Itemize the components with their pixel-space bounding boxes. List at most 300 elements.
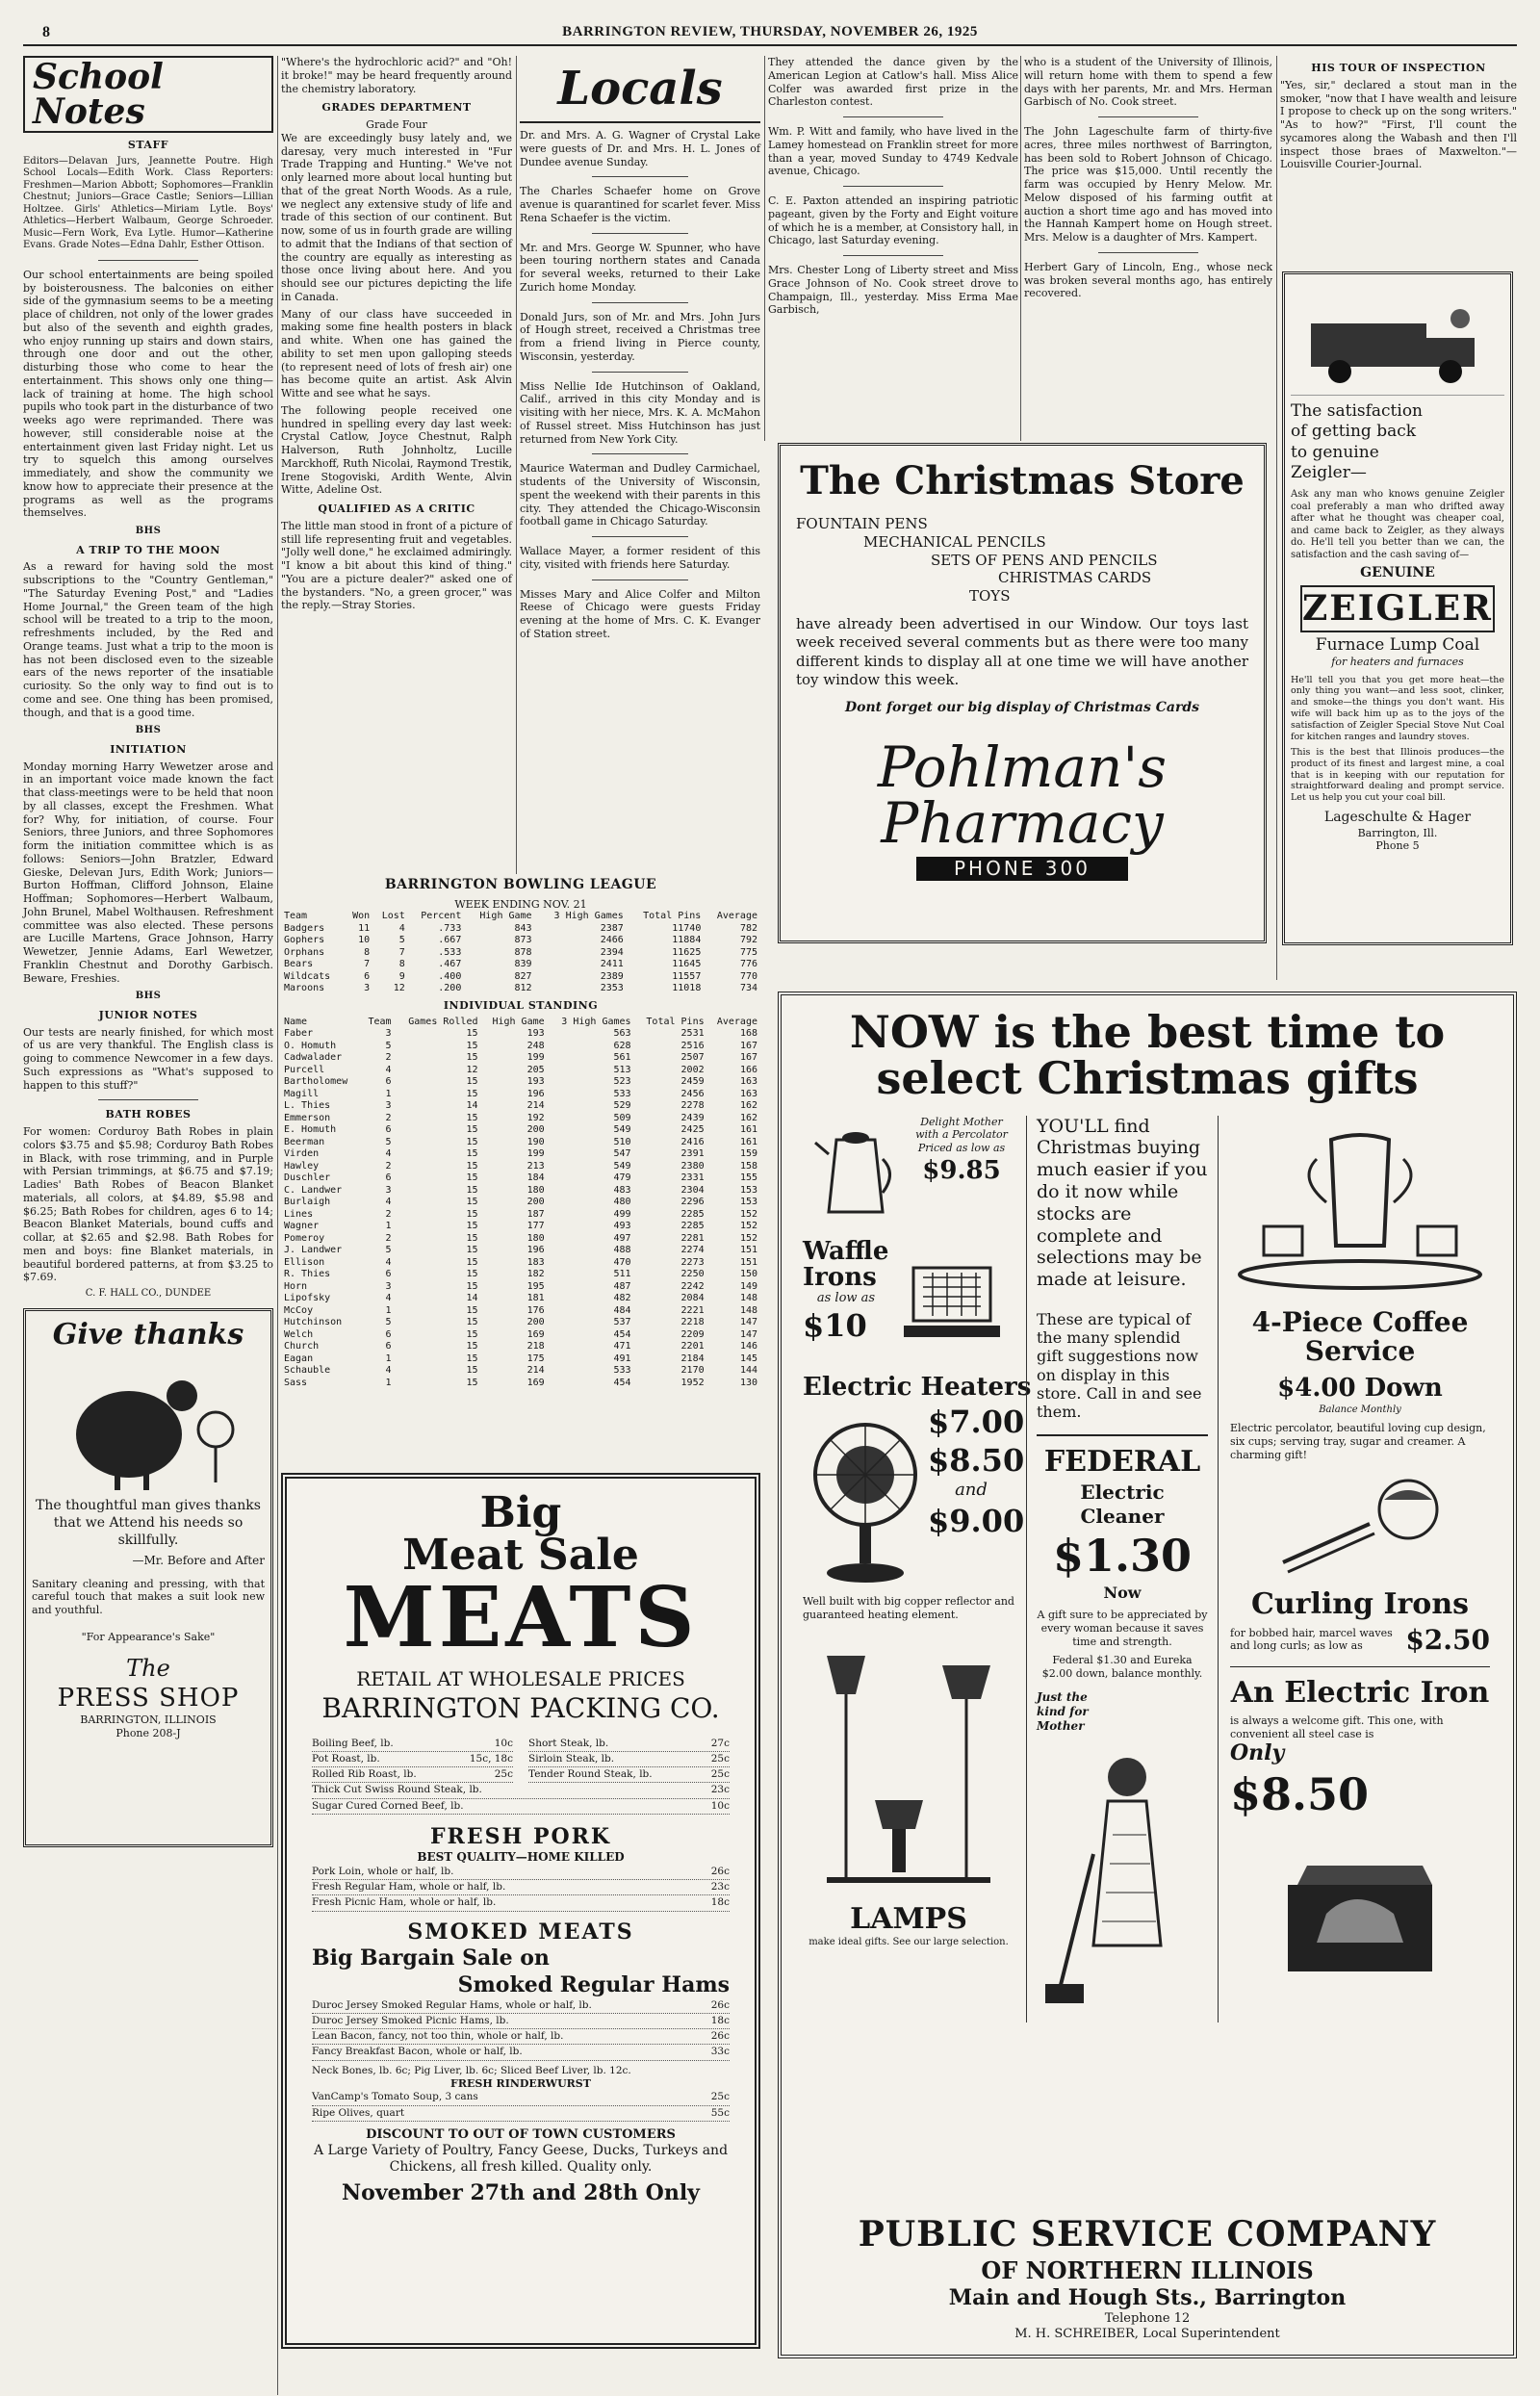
player-cell: 2 — [385, 1160, 392, 1172]
ind-col-header: 3 High Games — [561, 1016, 631, 1027]
team-cell: 2387 — [600, 922, 624, 934]
player-cell: 511 — [613, 1269, 631, 1279]
grades-heading: GRADES DEPARTMENT — [321, 101, 472, 115]
team-cell: .533 — [438, 946, 462, 958]
team-cell: Bears — [284, 959, 314, 970]
junior-heading: JUNIOR NOTES — [98, 1008, 198, 1021]
player-cell: 167 — [739, 1040, 757, 1051]
player-cell: 180 — [526, 1232, 545, 1244]
price-row — [312, 1880, 730, 1895]
player-cell: 12 — [466, 1064, 478, 1075]
iron-title: An Electric Iron — [1230, 1675, 1490, 1710]
player-cell: 454 — [613, 1328, 631, 1340]
percolator-price: $9.85 — [922, 1155, 1001, 1185]
variety-line: A Large Variety of Poultry, Fancy Geese, Ducks, Turkeys and Chickens, all fresh killed. Quality only. — [313, 2142, 729, 2176]
team-col-header: Percent — [421, 911, 462, 922]
player-cell: 3 — [385, 1028, 392, 1039]
price-value: 33c — [710, 2046, 730, 2058]
player-cell: 2221 — [680, 1304, 705, 1316]
school-notes-column — [23, 56, 273, 2376]
price-value: 15c, 18c — [469, 1753, 513, 1765]
waffle-price: $10 — [803, 1307, 867, 1345]
player-cell: 15 — [466, 1377, 478, 1388]
posters-article: Many of our class have succeeded in making some fine health posters in black and white. When one has gained the ability to set men upon galloping steeds (to represent need of lots of fresh air) one has become quite an artist. Ask Alvin Witte and see what he says. — [281, 307, 512, 399]
price-value: 26c — [710, 2030, 730, 2043]
press-shop-note: Sanitary cleaning and pressing, with that careful touch that makes a suit look new and youthful. — [32, 1577, 265, 1617]
coal-truck-icon — [1291, 280, 1504, 396]
player-cell: 15 — [466, 1112, 478, 1123]
player-cell: Faber — [284, 1028, 314, 1039]
player-cell: 15 — [466, 1136, 478, 1147]
player-cell: 15 — [466, 1341, 478, 1352]
player-cell: 4 — [385, 1365, 392, 1376]
separator-rule — [1098, 116, 1197, 117]
player-cell: 15 — [466, 1197, 478, 1207]
team-cell: 2389 — [600, 970, 624, 982]
player-cell: 2274 — [680, 1245, 705, 1255]
percolator-priced: Priced as low as — [917, 1142, 1006, 1155]
price-row — [312, 2014, 730, 2029]
team-cell: 839 — [514, 959, 532, 970]
player-row — [281, 1281, 760, 1294]
player-cell: 628 — [613, 1040, 631, 1051]
team-cell: 776 — [739, 959, 757, 970]
article-trip: As a reward for having sold the most subscriptions to the "Country Gentleman," "The Saturday Evening Post," and "Ladies Home Journal," the Green team of the high school will be treated to a trip to the moon, refreshments included, by the Red and Orange teams. Just what a trip to the moon is has not been disclosed even to the sizeable ears of the news reporter of the insatiable curiosity. So the only way to find out is to come and see. One thing has been promised, though, and that is a good time. — [23, 560, 273, 719]
player-cell: 6 — [385, 1076, 392, 1087]
player-cell: 537 — [613, 1317, 631, 1327]
player-cell: 1 — [385, 1353, 392, 1364]
player-row — [281, 1293, 760, 1305]
player-cell: 2296 — [680, 1197, 705, 1207]
player-cell: 184 — [526, 1172, 545, 1183]
initiation-heading: INITIATION — [110, 742, 187, 756]
team-cell: 9 — [398, 970, 405, 982]
player-cell: Lipofsky — [284, 1293, 331, 1303]
pharmacy-brand-1: Pohlman's — [877, 734, 1168, 801]
zeigler-city: Barrington, Ill. — [1357, 826, 1438, 839]
misc-meats: Neck Bones, lb. 6c; Pig Liver, lb. 6c; Sliced Beef Liver, lb. 12c. — [312, 2064, 631, 2076]
player-cell: E. Homuth — [284, 1124, 337, 1135]
team-cell: 11625 — [672, 946, 702, 958]
federal-title: FEDERAL — [1043, 1445, 1201, 1480]
news-item: The John Lageschulte farm of thirty-five acres, three miles northwest of Barrington, has been sold to Robert Johnson of Chicago. The price was $15,000. Until recently the farm was occupied by Henry Melow. Mr. Melow disposed of his farming outfit at auction a short time ago and has moved into the Hannah Kampert home on Hough street. Mrs. Melow is a daughter of Mrs. Kampert. — [1024, 125, 1272, 244]
player-cell: 1952 — [680, 1377, 705, 1388]
article-entertainments: Our school entertainments are being spoiled by boisterousness. The balconies on either side of the gymnasium seems to be a meeting place of children, not only of the lower grades but also of the seventh and eighth grades, who enjoy running up stairs and down stairs, through one door and out the other, disturbing those who come to hear the entertainment. This shows only one thing—lack of training at home. The high school pupils who took part in the disturbance of two weeks ago were reprimanded. There was however, still considerable noise at the entertainment given last Friday night. Let us try to squelch this among ourselves immediately, and show the community we know how to appreciate their presence at the programs as well as the programs themselves. — [23, 268, 273, 520]
player-cell: 547 — [613, 1148, 631, 1159]
player-cell: 549 — [613, 1160, 631, 1172]
price-row — [528, 1767, 730, 1783]
cleaner-desc: A gift sure to be appreciated by every woman because it saves time and strength. — [1037, 1609, 1208, 1648]
price-row — [312, 1865, 730, 1880]
bargain-line-1: Big Bargain Sale on — [312, 1945, 550, 1971]
news-item: Wm. P. Witt and family, who have lived in the Lamey homestead on Franklin street for more than a year, moved Sunday to 4749 Kedvale avenue, Chicago. — [768, 125, 1018, 178]
bhs-separator: BHS — [135, 991, 162, 1002]
player-cell: 152 — [739, 1221, 757, 1231]
price-item: VanCamp's Tomato Soup, 3 cans — [312, 2091, 478, 2103]
player-row — [281, 1269, 760, 1281]
player-row — [281, 1305, 760, 1318]
team-standings-table — [281, 911, 760, 995]
separator-rule — [592, 536, 688, 537]
psc-headline-2: select Christmas gifts — [876, 1052, 1419, 1105]
separator-rule — [592, 176, 688, 177]
bowling-week: WEEK ENDING NOV. 21 — [454, 897, 587, 911]
player-cell: 214 — [526, 1100, 545, 1111]
coffee-balance: Balance Monthly — [1319, 1404, 1401, 1415]
column-rule — [516, 56, 517, 874]
player-cell: 497 — [613, 1232, 631, 1244]
christmas-store-title: The Christmas Store — [800, 458, 1245, 503]
player-cell: 15 — [466, 1052, 478, 1063]
column-rule — [764, 56, 765, 441]
bargain-line-2: Smoked Regular Hams — [457, 1971, 730, 1997]
player-cell: 471 — [613, 1341, 631, 1352]
player-cell: 2531 — [680, 1028, 705, 1039]
turkey-icon — [32, 1353, 265, 1497]
news-item: Herbert Gary of Lincoln, Eng., whose neck was broken several months ago, has entirely recovered. — [1024, 260, 1272, 300]
team-row — [281, 983, 760, 995]
locals-item: Dr. and Mrs. A. G. Wagner of Crystal Lake were guests of Dr. and Mrs. H. L. Jones of Dundee avenue Sunday. — [520, 129, 760, 168]
zeigler-tagline: to genuine — [1291, 442, 1379, 462]
player-cell: 149 — [739, 1280, 757, 1292]
press-shop-ad — [23, 1308, 273, 1847]
psc-right-column — [1230, 1116, 1490, 2006]
player-cell: 1 — [385, 1377, 392, 1388]
team-cell: 827 — [514, 970, 532, 982]
psc-address: Main and Hough Sts., Barrington — [948, 2284, 1347, 2310]
player-cell: 166 — [739, 1064, 757, 1075]
price-row — [312, 2090, 730, 2105]
player-cell: 561 — [613, 1052, 631, 1063]
locals-logo: Locals — [520, 56, 760, 123]
player-cell: 454 — [613, 1377, 631, 1388]
player-cell: 180 — [526, 1184, 545, 1196]
player-cell: 14 — [466, 1293, 478, 1303]
player-cell: 4 — [385, 1064, 392, 1075]
electric-iron-icon — [1230, 1822, 1490, 2005]
player-cell: 196 — [526, 1245, 545, 1255]
player-cell: Welch — [284, 1328, 314, 1340]
player-cell: L. Thies — [284, 1100, 331, 1111]
bhs-separator: BHS — [135, 725, 162, 736]
player-cell: 529 — [613, 1100, 631, 1111]
meat-big: Big — [479, 1488, 562, 1537]
item-toys: TOYS — [969, 587, 1011, 605]
player-cell: 4 — [385, 1293, 392, 1303]
separator-rule — [1098, 252, 1197, 253]
player-cell: 159 — [739, 1148, 757, 1159]
player-cell: 167 — [739, 1052, 757, 1063]
player-cell: 148 — [739, 1304, 757, 1316]
give-thanks-title: Give thanks — [52, 1317, 244, 1352]
price-row — [312, 2029, 730, 2045]
item-fountain-pens: FOUNTAIN PENS — [796, 515, 928, 532]
grade-four-heading: Grade Four — [366, 118, 427, 131]
public-service-ad — [778, 992, 1517, 2358]
ind-col-header: High Game — [492, 1016, 545, 1027]
player-cell: 218 — [526, 1341, 545, 1352]
pharmacy-phone: PHONE 300 — [916, 857, 1128, 881]
critic-heading: QUALIFIED AS A CRITIC — [318, 502, 475, 515]
price-item: Duroc Jersey Smoked Picnic Hams, lb. — [312, 2015, 509, 2027]
player-cell: Eagan — [284, 1353, 314, 1364]
player-row — [281, 1089, 760, 1101]
player-cell: 15 — [466, 1317, 478, 1327]
player-cell: 152 — [739, 1232, 757, 1244]
player-cell: 4 — [385, 1256, 392, 1268]
price-row — [312, 1783, 730, 1798]
team-cell: .400 — [438, 970, 462, 982]
player-row — [281, 1028, 760, 1041]
price-item: Sugar Cured Corned Beef, lb. — [312, 1799, 464, 1812]
player-row — [281, 1245, 760, 1257]
heaters-title: Electric Heaters — [803, 1372, 1032, 1402]
player-cell: 176 — [526, 1304, 545, 1316]
player-cell: Wagner — [284, 1221, 320, 1231]
separator-rule — [843, 186, 943, 187]
grades-column — [281, 56, 512, 874]
percolator-icon — [803, 1116, 909, 1231]
price-value: 23c — [710, 1881, 730, 1894]
percolator-label: Delight Mother with a Percolator — [915, 1115, 1008, 1142]
team-col-header: Lost — [381, 911, 405, 922]
player-row — [281, 1052, 760, 1065]
news-item: Mrs. Chester Long of Liberty street and Miss Grace Johnson of No. Cook street drove to Champaign, Ill., yesterday. Miss Erma Mae Garbisch, — [768, 264, 1018, 317]
price-item: Tender Round Steak, lb. — [528, 1768, 653, 1781]
player-cell: Emmerson — [284, 1112, 331, 1123]
player-cell: 3 — [385, 1280, 392, 1292]
player-cell: Church — [284, 1341, 320, 1352]
player-cell: 4 — [385, 1148, 392, 1159]
player-row — [281, 1100, 760, 1113]
player-cell: 6 — [385, 1172, 392, 1183]
price-row — [528, 1737, 730, 1752]
player-cell: 2516 — [680, 1040, 705, 1051]
player-row — [281, 1221, 760, 1233]
psc-company-region: OF NORTHERN ILLINOIS — [981, 2255, 1314, 2284]
player-row — [281, 1233, 760, 1246]
player-cell: 169 — [526, 1328, 545, 1340]
typical-text: These are typical of the many splendid gift suggestions now on display in this store. Call in and see them. — [1037, 1309, 1202, 1421]
player-cell: 199 — [526, 1052, 545, 1063]
column-rule — [1276, 56, 1277, 980]
heater-price-3: $9.00 — [928, 1502, 1025, 1539]
news-item: They attended the dance given by the American Legion at Catlow's hall. Miss Alice Colfer was awarded first prize in the Charleston contest. — [768, 56, 1018, 109]
bathrobes-heading: BATH ROBES — [105, 1108, 192, 1121]
player-cell: 169 — [526, 1377, 545, 1388]
team-cell: Badgers — [284, 922, 325, 934]
player-cell: 15 — [466, 1232, 478, 1244]
team-cell: Gophers — [284, 935, 325, 946]
player-cell: Beerman — [284, 1136, 325, 1147]
zeigler-tagline: The satisfaction — [1291, 401, 1424, 421]
player-cell: 145 — [739, 1353, 757, 1364]
critic-article: The little man stood in front of a picture of still life representing fruit and vegetables. "Jolly well done," he exclaimed admiringly. "I know a bit about this kind of thing." "You are a picture dealer?" asked one of the bystanders. "No, a green grocer," was the reply.—Stray Stories. — [281, 519, 512, 612]
player-row — [281, 1365, 760, 1378]
player-cell: 1 — [385, 1221, 392, 1231]
discount-line: DISCOUNT TO OUT OF TOWN CUSTOMERS — [366, 2126, 676, 2142]
chemistry-note: "Where's the hydrochloric acid?" and "Oh! it broke!" may be heard frequently around the chemistry laboratory. — [281, 56, 512, 95]
player-row — [281, 1257, 760, 1270]
price-item: Rolled Rib Roast, lb. — [312, 1768, 417, 1781]
separator-rule — [592, 233, 688, 234]
team-cell: 775 — [739, 946, 757, 958]
team-cell: 2466 — [600, 935, 624, 946]
price-row — [528, 1752, 730, 1767]
team-cell: Maroons — [284, 983, 325, 994]
player-cell: 491 — [613, 1353, 631, 1364]
team-row — [281, 947, 760, 960]
lamps-desc: make ideal gifts. See our large selection. — [808, 1937, 1009, 1948]
ind-col-header: Average — [716, 1016, 757, 1027]
psc-company-name: PUBLIC SERVICE COMPANY — [858, 2213, 1437, 2254]
column-rule — [277, 56, 278, 2395]
player-cell: 499 — [613, 1208, 631, 1220]
team-cell: .667 — [438, 935, 462, 946]
curling-iron-icon — [1230, 1461, 1490, 1586]
psc-left-column — [803, 1115, 1032, 1949]
bowling-league — [281, 871, 760, 1454]
separator-rule — [592, 453, 688, 454]
team-cell: 3 — [364, 983, 371, 994]
bowling-title: BARRINGTON BOWLING LEAGUE — [384, 877, 657, 892]
price-row — [312, 2045, 730, 2060]
player-cell: 479 — [613, 1172, 631, 1183]
player-cell: 15 — [466, 1184, 478, 1196]
player-cell: 2278 — [680, 1100, 705, 1111]
player-cell: 161 — [739, 1124, 757, 1135]
individual-heading: INDIVIDUAL STANDING — [443, 998, 599, 1012]
pharmacy-brand-2: Pharmacy — [881, 790, 1164, 857]
team-cell: 770 — [739, 970, 757, 982]
item-pencils: MECHANICAL PENCILS — [863, 532, 1046, 551]
player-cell: J. Landwer — [284, 1245, 343, 1255]
player-cell: 147 — [739, 1328, 757, 1340]
iron-price: $8.50 — [1230, 1767, 1370, 1820]
price-item: Fancy Breakfast Bacon, whole or half, lb. — [312, 2046, 523, 2058]
price-item: Short Steak, lb. — [528, 1738, 609, 1749]
player-cell: 130 — [739, 1377, 757, 1388]
team-cell: 4 — [398, 922, 405, 934]
player-cell: 15 — [466, 1040, 478, 1051]
player-cell: 5 — [385, 1040, 392, 1051]
waffle-title: Waffle Irons — [803, 1236, 889, 1292]
curling-title: Curling Irons — [1250, 1587, 1470, 1622]
zeigler-dealer: Lageschulte & Hager — [1323, 810, 1472, 826]
player-cell: 193 — [526, 1028, 545, 1039]
player-cell: 5 — [385, 1245, 392, 1255]
player-row — [281, 1209, 760, 1222]
locals-list — [520, 129, 760, 641]
player-cell: 2184 — [680, 1353, 705, 1364]
zeigler-genuine: GENUINE — [1360, 565, 1435, 580]
price-item: Pork Loin, whole or half, lb. — [312, 1866, 454, 1878]
player-cell: 196 — [526, 1088, 545, 1099]
player-cell: McCoy — [284, 1304, 314, 1316]
article-junior: Our tests are nearly finished, for which most of us are very thankful. The English class is going to commence Newcomer in a few days. Such expressions as "What's supposed to happen to this stuff?" — [23, 1025, 273, 1092]
team-cell: 792 — [739, 935, 757, 946]
price-value: 10c — [710, 1799, 730, 1812]
player-row — [281, 1137, 760, 1149]
price-item: Boiling Beef, lb. — [312, 1738, 394, 1749]
player-cell: 190 — [526, 1136, 545, 1147]
player-cell: 513 — [613, 1064, 631, 1075]
christmas-store-body: have already been advertised in our Window. Our toys last week received several comments but as there were too many different kinds to display all at one time we will have another toy window this week. — [796, 614, 1248, 689]
player-cell: 15 — [466, 1148, 478, 1159]
player-row — [281, 1185, 760, 1198]
player-row — [281, 1341, 760, 1353]
press-shop-signature: —Mr. Before and After — [132, 1553, 265, 1567]
masthead-title: BARRINGTON REVIEW, THURSDAY, NOVEMBER 26, 1925 — [562, 23, 978, 39]
player-cell: Magill — [284, 1088, 320, 1099]
team-cell: 734 — [739, 983, 757, 994]
price-value: 25c — [710, 1768, 730, 1781]
player-cell: 15 — [466, 1365, 478, 1376]
zeigler-p2: This is the best that Illinois produces—the product of its finest and largest mine, a coal that is in keeping with our reputation for straightforward dealing and prompt service. Let us help you cut your coal bill. — [1291, 746, 1504, 804]
sale-dates: November 27th and 28th Only — [342, 2179, 700, 2205]
masthead — [23, 19, 1517, 46]
locals-item: Misses Mary and Alice Colfer and Milton Reese of Chicago were guests Friday evening at the home of Mrs. C. K. Evanger of Station street. — [520, 587, 760, 640]
player-cell: 162 — [739, 1100, 757, 1111]
price-item: Ripe Olives, quart — [312, 2106, 405, 2119]
team-row — [281, 971, 760, 984]
player-cell: 2380 — [680, 1160, 705, 1172]
team-cell: 11740 — [672, 922, 702, 934]
team-cell: 11 — [358, 922, 371, 934]
team-row — [281, 935, 760, 947]
player-cell: 2285 — [680, 1221, 705, 1231]
player-cell: 1 — [385, 1304, 392, 1316]
lamps-icon — [803, 1632, 1014, 1901]
player-cell: 155 — [739, 1172, 757, 1183]
player-cell: 483 — [613, 1184, 631, 1196]
player-cell: 177 — [526, 1221, 545, 1231]
youll-text: YOU'LL find Christmas buying much easier if you do it now while stocks are complete and selections may be made at leisure. — [1037, 1115, 1208, 1291]
psc-telephone: Telephone 12 — [1104, 2311, 1191, 2327]
zeigler-product: Furnace Lump Coal — [1315, 634, 1480, 655]
press-shop-the: The — [126, 1654, 170, 1682]
player-cell: 15 — [466, 1124, 478, 1135]
price-item: Fresh Regular Ham, whole or half, lb. — [312, 1881, 506, 1894]
player-cell: 5 — [385, 1317, 392, 1327]
player-cell: 15 — [466, 1076, 478, 1087]
player-cell: 488 — [613, 1245, 631, 1255]
trip-heading: A TRIP TO THE MOON — [76, 543, 220, 556]
ind-col-header: Name — [284, 1016, 308, 1027]
player-cell: 15 — [466, 1208, 478, 1220]
zeigler-coal-ad — [1282, 271, 1513, 945]
player-cell: 193 — [526, 1076, 545, 1087]
team-cell: 873 — [514, 935, 532, 946]
player-cell: 6 — [385, 1328, 392, 1340]
curling-desc: for bobbed hair, marcel waves and long curls; as low as — [1230, 1626, 1393, 1653]
price-row — [312, 1737, 513, 1752]
player-row — [281, 1353, 760, 1366]
inspection-text: "Yes, sir," declared a stout man in the smoker, "now that I have wealth and leisure I propose to check up on the song writers." "As to how?" "First, I'll count the sycamores along the Wabash and then I'll inspect those braes of Maxwelton."—Louisville Courier-Journal. — [1280, 78, 1517, 171]
player-cell: Bartholomew — [284, 1076, 348, 1087]
player-cell: 148 — [739, 1293, 757, 1303]
federal-terms: Federal $1.30 and Eureka $2.00 down, balance monthly. — [1041, 1654, 1203, 1681]
player-cell: Hutchinson — [284, 1317, 343, 1327]
player-cell: 15 — [466, 1353, 478, 1364]
player-cell: 2273 — [680, 1256, 705, 1268]
zeigler-product-sub: for heaters and furnaces — [1331, 655, 1464, 668]
player-cell: 2170 — [680, 1365, 705, 1376]
player-cell: Schauble — [284, 1365, 331, 1376]
player-row — [281, 1197, 760, 1209]
player-cell: 2242 — [680, 1280, 705, 1292]
separator-rule — [592, 372, 688, 373]
